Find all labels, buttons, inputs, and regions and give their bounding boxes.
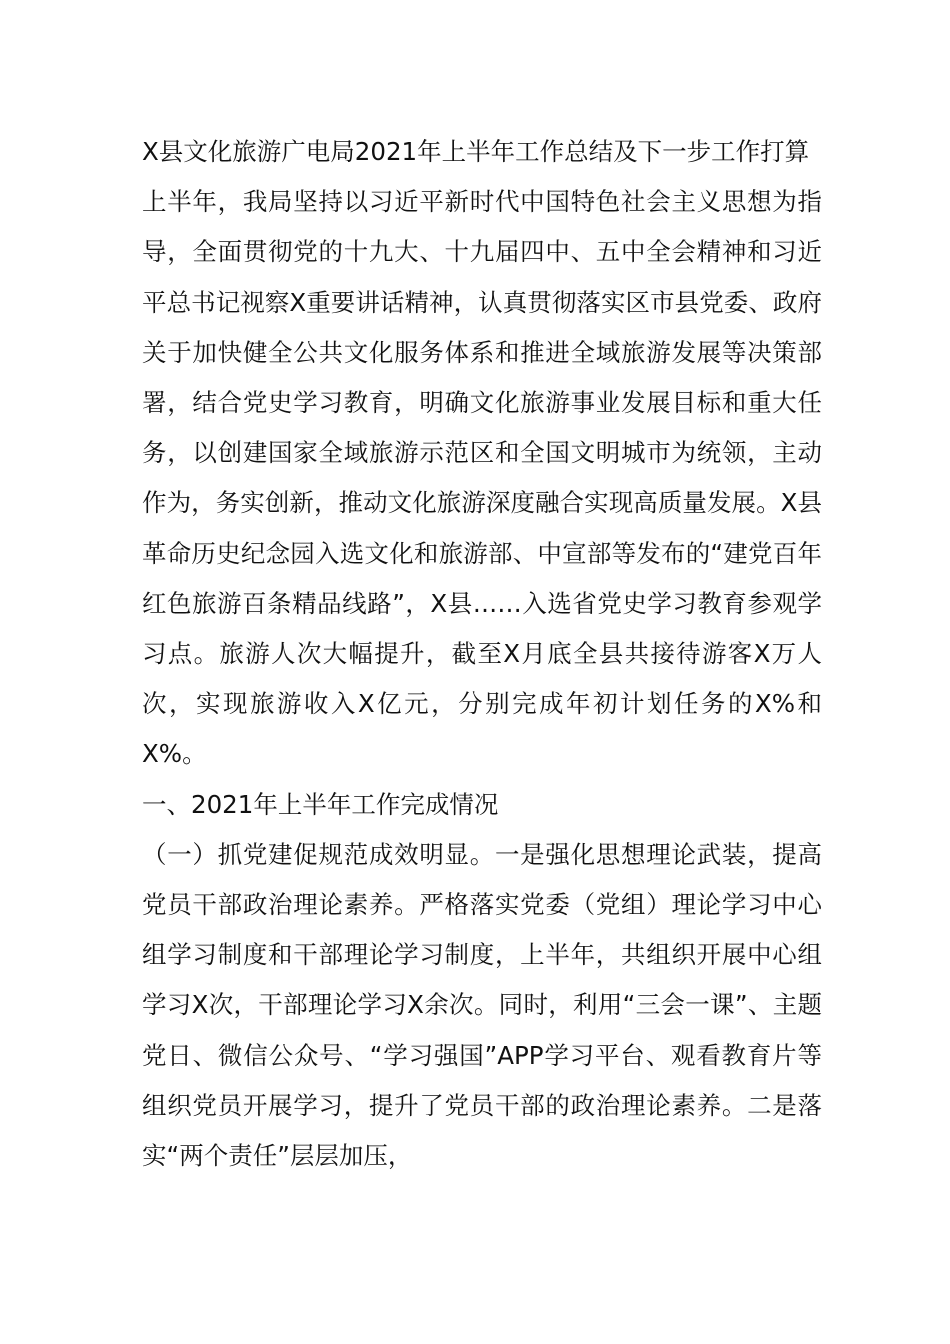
section-paragraph: （一）抓党建促规范成效明显。一是强化思想理论武装，提高党员干部政治理论素养。严格落实党委（党组）理论学习中心组学习制度和干部理论学习制度，上半年，共组织开展中心组学习X次，干部理论学习X余次。同时，利用“三会一课”、主题党日、微信公众号、“学习强国”APP学习平台、观看教育片等组织党员开展学习，提升了党员干部的政治理论素养。二是落实“两个责任”层层加压， bbox=[142, 839, 822, 1171]
document-body bbox=[142, 127, 822, 1181]
section-heading: 一、2021年上半年工作完成情况 bbox=[142, 789, 499, 819]
document-title: X县文化旅游广电局2021年上半年工作总结及下一步工作打算 bbox=[142, 137, 810, 166]
intro-paragraph: 上半年，我局坚持以习近平新时代中国特色社会主义思想为指导，全面贯彻党的十九大、十九届四中、五中全会精神和习近平总书记视察X重要讲话精神，认真贯彻落实区市县党委、政府关于加快健全公共文化服务体系和推进全域旅游发展等决策部署，结合党史学习教育，明确文化旅游事业发展目标和重大任务，以创建国家全域旅游示范区和全国文明城市为统领，主动作为，务实创新，推动文化旅游深度融合实现高质量发展。X县革命历史纪念园入选文化和旅游部、中宣部等发布的“建党百年红色旅游百条精品线路”，X县……入选省党史学习教育参观学习点。旅游人次大幅提升，截至X月底全县共接待游客X万人次，实现旅游收入X亿元，分别完成年初计划任务的X%和X%。 bbox=[142, 187, 822, 769]
